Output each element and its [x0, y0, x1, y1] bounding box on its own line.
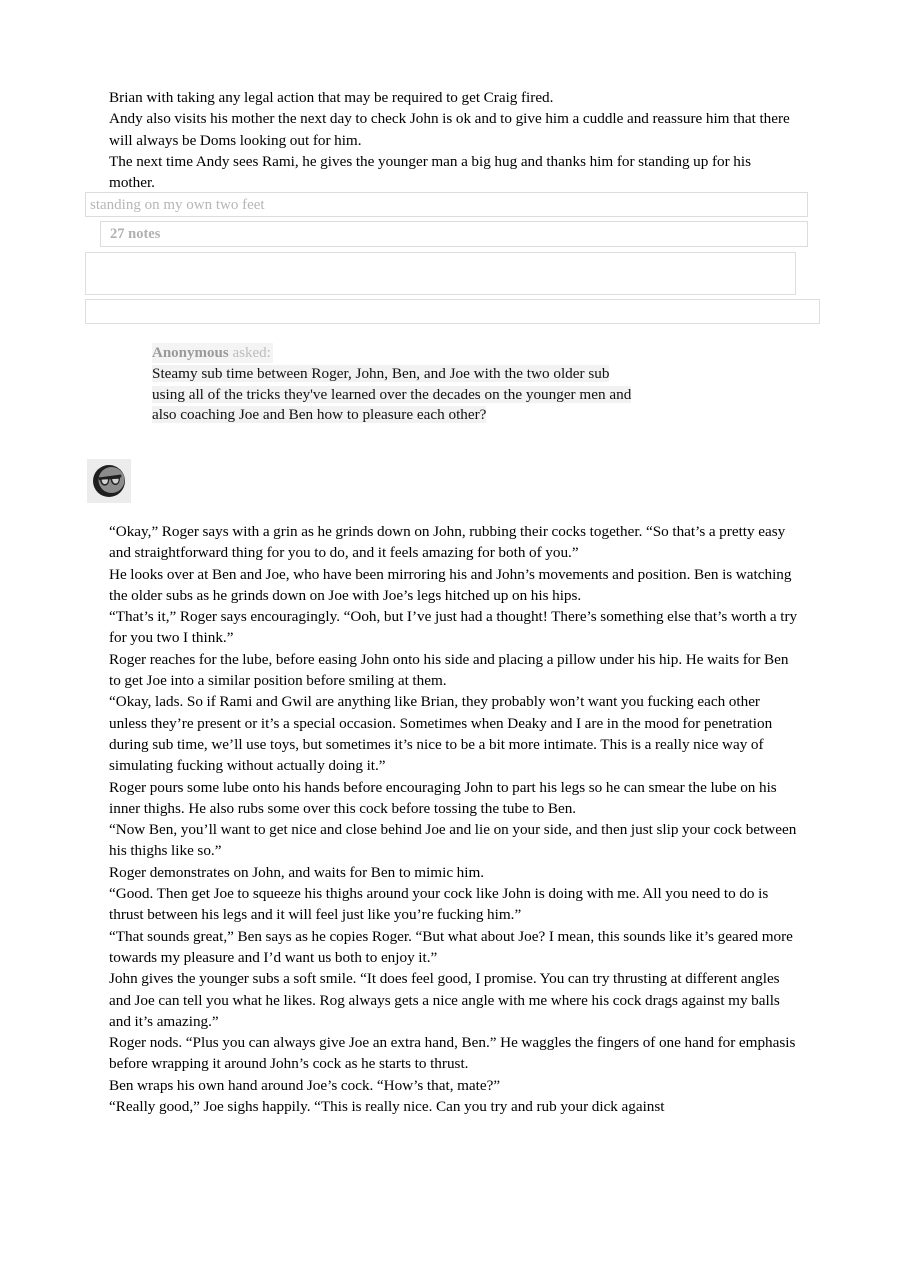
ask-question-text: using all of the tricks they've learned over the decades on the younger men and	[152, 385, 632, 403]
empty-field-lower[interactable]	[85, 299, 820, 324]
notes-count-label: 27 notes	[110, 226, 161, 242]
empty-field-upper[interactable]	[85, 252, 796, 295]
avatar[interactable]	[87, 459, 131, 503]
paragraph: “That sounds great,” Ben says as he copies Roger. “But what about Joe? I mean, this sounds like it’s geared more towards my pleasure and I’d want us both to enjoy it.”	[109, 927, 793, 966]
answer-body	[109, 521, 799, 1117]
asker-name[interactable]: Anonymous	[152, 345, 229, 361]
paragraph: The next time Andy sees Rami, he gives the younger man a big hug and thanks him for standing up for his mother.	[109, 152, 751, 192]
paragraph: Brian with taking any legal action that may be required to get Craig fired.	[109, 89, 554, 106]
paragraph: “Now Ben, you’ll want to get nice and close behind Joe and lie on your side, and then just slip your cock between his thighs like so.”	[109, 821, 797, 860]
paragraph: Andy also visits his mother the next day to check John is ok and to give him a cuddle and reassure him that there will always be Doms looking out for him.	[109, 110, 790, 149]
paragraph: “Okay, lads. So if Rami and Gwil are anything like Brian, they probably won’t want you fucking each other unless they’re present or it’s a special occasion. Sometimes when Deaky and I are in the mood for penetration during sub time, we’ll use toys, but sometimes it’s nice to be a bit more intimate. This is a really nice way of simulating fucking without actually doing it.”	[109, 693, 773, 775]
paragraph: “Really good,” Joe sighs happily. “This is really nice. Can you try and rub your dick against	[109, 1098, 665, 1116]
ask-header	[152, 343, 273, 363]
paragraph: He looks over at Ben and Joe, who have been mirroring his and John’s movements and position. Ben is watching the older subs as he grinds down on Joe with Joe’s legs hitched up on his hips.	[109, 565, 792, 604]
paragraph: “That’s it,” Roger says encouragingly. “Ooh, but I’ve just had a thought! There’s something else that’s worth a try for you two I think.”	[109, 608, 798, 647]
paragraph: “Okay,” Roger says with a grin as he grinds down on John, rubbing their cocks together. “So that’s a pretty easy and straightforward thing for you to do, and it feels amazing for both of you.”	[109, 523, 786, 562]
ask-question-line	[152, 385, 712, 406]
ask-question-line	[152, 364, 712, 385]
ask-question-line	[152, 405, 712, 426]
paragraph: Roger pours some lube onto his hands before encouraging John to part his legs so he can smear the lube on his inner thighs. He also rubs some over this cock before tossing the tube to Ben.	[109, 778, 777, 817]
ask-verb-label: asked:	[232, 345, 271, 361]
paragraph: “Good. Then get Joe to squeeze his thighs around your cock like John is doing with me. All you need to do is thrust between his legs and it will feel just like you’re fucking him.”	[109, 885, 769, 924]
paragraph: John gives the younger subs a soft smile. “It does feel good, I promise. You can try thrusting at different angles and Joe can tell you what he likes. Rog always gets a nice angle with me where his cock drags against my balls and it’s amazing.”	[109, 970, 780, 1030]
tag-input[interactable]	[85, 192, 808, 217]
notes-count-field[interactable]	[100, 221, 808, 247]
ask-question-text: Steamy sub time between Roger, John, Ben, and Joe with the two older sub	[152, 365, 610, 382]
paragraph: Roger reaches for the lube, before easing John onto his side and placing a pillow under his hip. He waits for Ben to get Joe into a similar position before smiling at them.	[109, 650, 789, 690]
tag-input-value: standing on my own two feet	[90, 197, 265, 213]
top-continuation-text	[109, 87, 795, 193]
paragraph: Roger nods. “Plus you can always give Joe an extra hand, Ben.” He waggles the fingers of one hand for emphasis before wrapping it around John’s cock as he starts to thrust.	[109, 1034, 796, 1073]
ask-block	[152, 343, 712, 426]
paragraph: Roger demonstrates on John, and waits for Ben to mimic him.	[109, 863, 485, 881]
ask-question-text: also coaching Joe and Ben how to pleasure each other?	[152, 406, 487, 424]
paragraph: Ben wraps his own hand around Joe’s cock. “How’s that, mate?”	[109, 1076, 501, 1094]
